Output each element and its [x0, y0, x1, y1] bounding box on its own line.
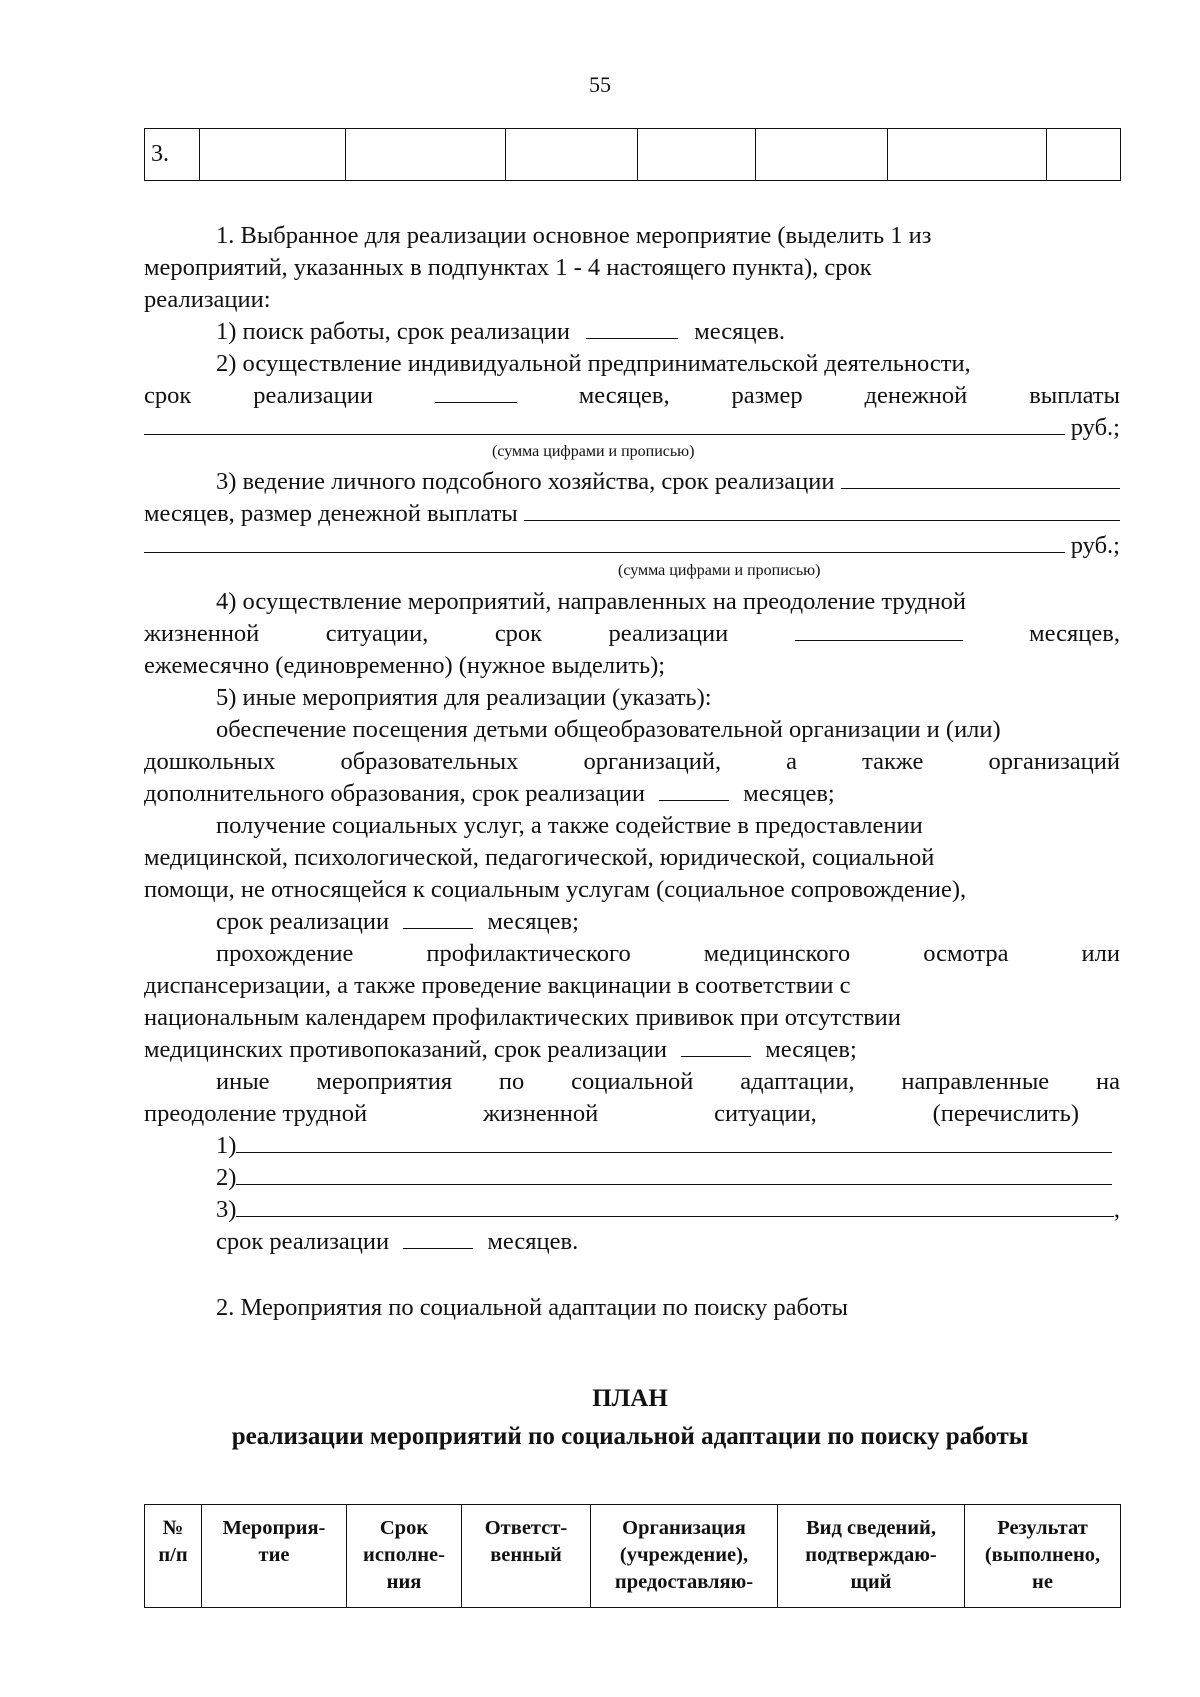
item-2-line-2 — [144, 380, 1120, 412]
blank-line — [144, 412, 1065, 435]
para-text: срок реализации — [216, 1228, 390, 1255]
word: социальной — [571, 1068, 694, 1095]
word: жизненной — [482, 1100, 599, 1127]
para-text: дополнительного образования, срок реализации — [144, 780, 645, 807]
item-2-sum-line — [144, 412, 1120, 444]
para-text: получение социальных услуг, а также содействие в предоставлении — [216, 812, 923, 839]
para-text: месяцев; — [765, 1036, 857, 1063]
intro-line-3: реализации: — [144, 286, 271, 313]
para-2-line-4 — [144, 906, 1120, 938]
word: (перечислить) — [932, 1100, 1079, 1127]
blank-line — [586, 316, 678, 339]
col-header-deadline: Срок исполне- ния — [347, 1505, 462, 1608]
para-3 — [144, 938, 1120, 970]
word: организаций, — [583, 748, 722, 775]
intro-text: мероприятий, указанных в подпунктах 1 - 4 настоящего пункта), срок — [144, 254, 872, 281]
para-text: месяцев. — [487, 1228, 579, 1255]
blank-line — [659, 778, 729, 801]
word: иные — [216, 1068, 270, 1095]
empty-cell — [506, 129, 638, 181]
intro-line-1 — [144, 220, 1120, 252]
item-1 — [144, 316, 1120, 348]
para-text: медицинских противопоказаний, срок реализации — [144, 1036, 668, 1063]
col-header-activity: Мероприя- тие — [202, 1505, 347, 1608]
para-3-line-3 — [144, 1002, 1120, 1034]
item-4-line-3: ежемесячно (единовременно) (нужное выделить); — [144, 652, 666, 679]
list-marker: 3) — [216, 1196, 237, 1223]
item-4 — [144, 586, 1120, 618]
item-text: месяцев. — [694, 318, 786, 345]
blank-line — [403, 1226, 473, 1249]
para-text: месяцев; — [487, 908, 579, 935]
para-text: обеспечение посещения детьми общеобразовательной организации и (или) — [216, 716, 1001, 743]
word: выплаты — [1029, 382, 1120, 409]
word: дошкольных — [144, 748, 276, 775]
para-text: срок реализации — [216, 908, 390, 935]
para-4 — [144, 1066, 1120, 1098]
plan-table — [144, 1504, 1121, 1608]
para-text: национальным календарем профилактических прививок при отсутствии — [144, 1004, 901, 1031]
list-item-3 — [144, 1194, 1120, 1226]
col-header-number: № п/п — [145, 1505, 202, 1608]
list-item-1 — [144, 1130, 1120, 1162]
empty-cell — [1047, 129, 1121, 181]
blank-line — [681, 1034, 751, 1057]
item-3-sum-line — [144, 530, 1120, 562]
empty-cell — [756, 129, 888, 181]
word: или — [1081, 940, 1120, 967]
currency-label: руб.; — [1070, 414, 1120, 441]
para-1-line-2 — [144, 746, 1120, 778]
word: жизненной — [144, 620, 260, 647]
para-text: месяцев; — [743, 780, 835, 807]
item-3 — [144, 466, 1120, 498]
word: образовательных — [340, 748, 519, 775]
word: ситуации, — [714, 1100, 817, 1127]
item-2 — [144, 348, 1120, 380]
intro-line-2 — [144, 252, 1120, 284]
para-2-line-2 — [144, 842, 1120, 874]
para-2-line-3 — [144, 874, 1120, 906]
item-4-line-2 — [144, 618, 1120, 650]
word: профилактического — [426, 940, 631, 967]
word: реализации — [608, 620, 729, 647]
blank-line — [524, 498, 1120, 521]
word: а — [786, 748, 798, 775]
col-header-responsible: Ответст- венный — [462, 1505, 591, 1608]
item-text: 4) осуществление мероприятий, направленных на преодоление трудной — [216, 588, 966, 615]
para-2 — [144, 810, 1120, 842]
blank-line — [403, 906, 473, 929]
word: денежной — [864, 382, 968, 409]
word: размер — [731, 382, 803, 409]
sum-caption: (сумма цифрами и прописью) — [492, 443, 695, 460]
col-header-organization: Организация (учреждение), предоставляю- — [591, 1505, 778, 1608]
intro-text: 1. Выбранное для реализации основное мероприятие (выделить 1 из — [216, 222, 932, 249]
para-text: медицинской, психологической, педагогической, юридической, социальной — [144, 844, 935, 871]
word: месяцев, — [578, 382, 670, 409]
punctuation: , — [1113, 1196, 1120, 1223]
blank-line — [144, 530, 1065, 553]
word: также — [862, 748, 924, 775]
sum-caption: (сумма цифрами и прописью) — [618, 562, 821, 579]
para-1-line-3 — [144, 778, 1120, 810]
top-table — [144, 128, 1121, 181]
word: по — [498, 1068, 525, 1095]
blank-line — [841, 466, 1120, 489]
blank-line — [435, 380, 517, 403]
plan-subtitle: реализации мероприятий по социальной адаптации по поиску работы — [231, 1423, 1029, 1450]
section-2-heading: 2. Мероприятия по социальной адаптации по поиску работы — [216, 1294, 848, 1321]
blank-line — [236, 1162, 1112, 1185]
item-3-line-2 — [144, 498, 1120, 530]
empty-cell — [200, 129, 346, 181]
item-text: 1) поиск работы, срок реализации — [216, 318, 570, 345]
para-4-line-2 — [144, 1098, 1079, 1130]
word: направленные — [901, 1068, 1050, 1095]
plan-title: ПЛАН — [592, 1385, 668, 1412]
col-header-evidence: Вид сведений, подтверждаю- щий — [778, 1505, 965, 1608]
word: мероприятия — [316, 1068, 453, 1095]
item-5: 5) иные мероприятия для реализации (указать): — [216, 684, 712, 711]
word: срок — [494, 620, 543, 647]
page-number: 55 — [589, 72, 611, 97]
currency-label: руб.; — [1070, 532, 1120, 559]
para-1 — [144, 714, 1120, 746]
word: прохождение — [216, 940, 354, 967]
word: осмотра — [923, 940, 1009, 967]
empty-cell — [346, 129, 506, 181]
blank-line — [236, 1194, 1113, 1217]
list-term — [144, 1226, 1120, 1258]
list-marker: 2) — [216, 1164, 237, 1191]
row-number-cell: 3. — [145, 129, 200, 181]
table-header-row — [145, 1505, 1121, 1608]
word: адаптации, — [740, 1068, 855, 1095]
item-text: 3) ведение личного подсобного хозяйства, срок реализации — [216, 468, 835, 495]
para-3-line-2 — [144, 970, 1120, 1002]
para-3-line-4 — [144, 1034, 1120, 1066]
para-text: диспансеризации, а также проведение вакцинации в соответствии с — [144, 972, 851, 999]
word: на — [1096, 1068, 1120, 1095]
list-marker: 1) — [216, 1132, 237, 1159]
blank-line — [795, 618, 963, 641]
col-header-result: Результат (выполнено, не — [965, 1505, 1121, 1608]
word: медицинского — [703, 940, 851, 967]
word: преодоление трудной — [144, 1100, 368, 1127]
word: ситуации, — [325, 620, 429, 647]
word: срок — [144, 382, 192, 409]
word: организаций — [988, 748, 1120, 775]
table-row — [145, 129, 1121, 181]
item-text: 2) осуществление индивидуальной предпринимательской деятельности, — [216, 350, 971, 377]
word: реализации — [253, 382, 373, 409]
para-text: помощи, не относящейся к социальным услугам (социальное сопровождение), — [144, 876, 967, 903]
list-item-2 — [144, 1162, 1120, 1194]
blank-line — [236, 1130, 1112, 1153]
empty-cell — [638, 129, 756, 181]
item-text: месяцев, размер денежной выплаты — [144, 500, 518, 527]
word: месяцев, — [1029, 620, 1120, 647]
empty-cell — [888, 129, 1047, 181]
